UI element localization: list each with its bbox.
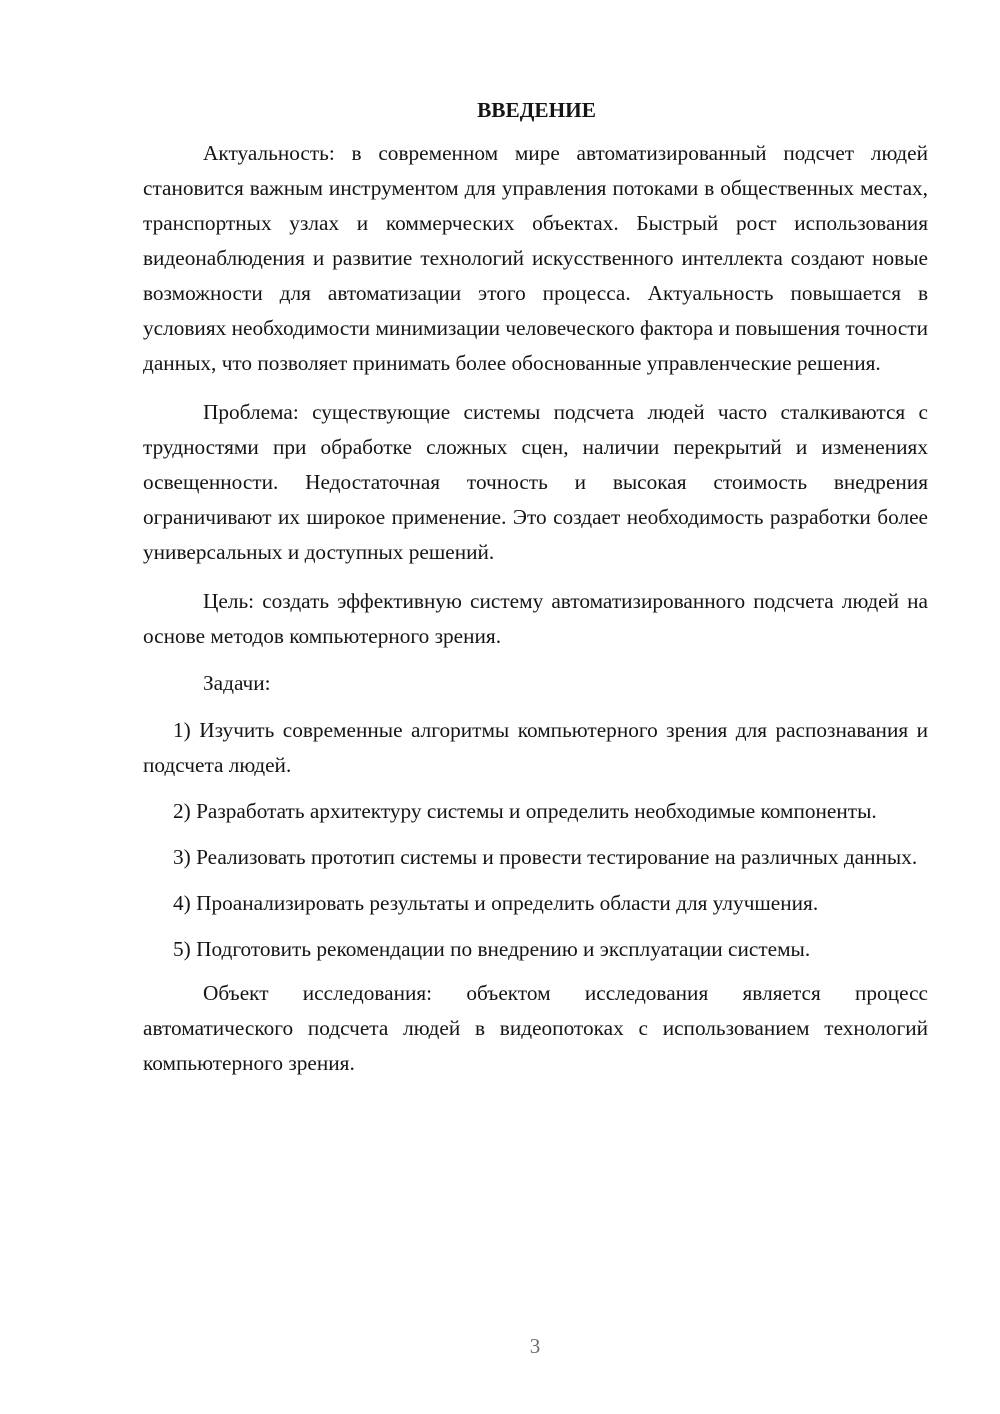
paragraph-goal: Цель: создать эффективную систему автоматизированного подсчета людей на основе методов компьютерного зрения.: [143, 589, 928, 648]
paragraph-relevance: Актуальность: в современном мире автоматизированный подсчет людей становится важным инструментом для управления потоками в общественных местах, транспортных узлах и коммерческих объектах. Быстрый рост использования видеонаблюдения и развитие технологий искусственного интеллекта создают новые возможности для автоматизации этого процесса. Актуальность повышается в условиях необходимости минимизации человеческого фактора и повышения точности данных, что позволяет принимать более обоснованные управленческие решения.: [143, 141, 928, 375]
paragraph-problem: Проблема: существующие системы подсчета людей часто сталкиваются с трудностями при обработке сложных сцен, наличии перекрытий и изменениях освещенности. Недостаточная точность и высокая стоимость внедрения ограничивают их широкое применение. Это создает необходимость разработки более универсальных и доступных решений.: [143, 400, 928, 564]
task-item-4: 4) Проанализировать результаты и определить области для улучшения.: [173, 891, 819, 915]
page-number: 3: [529, 1334, 541, 1358]
task-item-3: 3) Реализовать прототип системы и провести тестирование на различных данных.: [173, 845, 918, 869]
document-page: [143, 95, 928, 1095]
section-heading: ВВЕДЕНИЕ: [477, 98, 596, 122]
task-item-1: 1) Изучить современные алгоритмы компьютерного зрения для распознавания и подсчета людей.: [143, 718, 928, 777]
task-item-5: 5) Подготовить рекомендации по внедрению и эксплуатации системы.: [173, 937, 811, 961]
task-item-2: 2) Разработать архитектуру системы и определить необходимые компоненты.: [173, 799, 877, 823]
paragraph-tasks-label: Задачи:: [203, 671, 271, 695]
task-list: [143, 713, 928, 967]
paragraph-object: Объект исследования: объектом исследования является процесс автоматического подсчета людей в видеопотоках с использованием технологий компьютерного зрения.: [143, 981, 928, 1075]
